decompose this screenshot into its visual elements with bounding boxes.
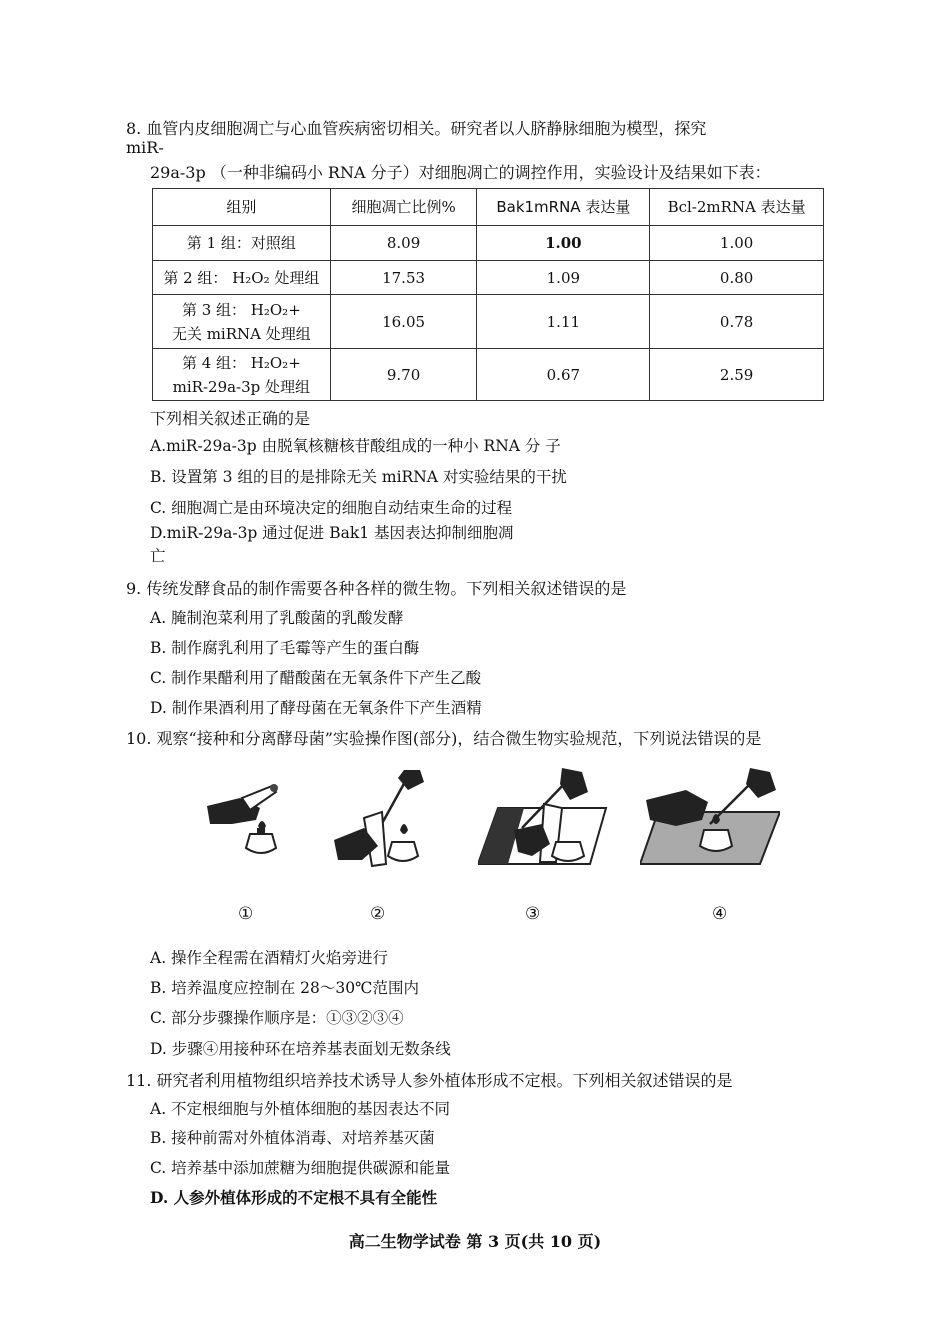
q8-prompt: 下列相关叙述正确的是 (150, 409, 311, 428)
q8-stem-line2: miR- (126, 138, 164, 157)
q8-option-b: B. 设置第 3 组的目的是排除无关 miRNA 对实验结果的干扰 (150, 468, 567, 486)
step4-streaking-illustration (640, 768, 780, 868)
q8-stem-line1: 8. 血管内皮细胞凋亡与心血管疾病密切相关。研究者以人脐静脉细胞为模型，探究 (126, 119, 707, 138)
table-row (153, 349, 824, 401)
row4-apoptosis: 9.70 (330, 349, 477, 401)
q8-stem-line3: 29a-3p （一种非编码小 RNA 分子）对细胞凋亡的调控作用，实验设计及结果如下表： (150, 163, 771, 182)
row2-bak1: 1.09 (477, 261, 650, 295)
figure-label-2: ② (370, 904, 386, 924)
header-group: 组别 (153, 189, 331, 226)
q9-option-b: B. 制作腐乳利用了毛霉等产生的蛋白酶 (150, 639, 420, 657)
step3-tube-over-plate-illustration (478, 768, 608, 868)
q8-option-a: A.miR-29a-3p 由脱氧核糖核苷酸组成的一种小 RNA 分 子 (150, 437, 561, 455)
row3-group-line2: 无关 miRNA 处理组 (171, 324, 311, 343)
q10-stem: 10. 观察“接种和分离酵母菌”实验操作图(部分)，结合微生物实验规范，下列说法错误的是 (126, 729, 762, 748)
q11-option-d: D. 人参外植体形成的不定根不具有全能性 (150, 1188, 438, 1207)
row3-group (153, 295, 331, 349)
row4-group (153, 349, 331, 401)
row1-apoptosis: 8.09 (330, 226, 477, 261)
row1-group: 第 1 组：对照组 (153, 226, 331, 261)
q8-results-table (152, 188, 824, 401)
step2-loop-in-tube-illustration (334, 768, 434, 878)
q9-option-a: A. 腌制泡菜利用了乳酸菌的乳酸发酵 (150, 609, 404, 627)
row4-group-line1: 第 4 组： H₂O₂+ (181, 353, 301, 372)
header-bcl2: Bcl-2mRNA 表达量 (650, 189, 824, 226)
row4-bcl2: 2.59 (650, 349, 824, 401)
row2-group: 第 2 组： H₂O₂ 处理组 (153, 261, 331, 295)
row2-bcl2: 0.80 (650, 261, 824, 295)
table-row (153, 226, 824, 261)
figure-label-4: ④ (712, 904, 728, 924)
q11-stem: 11. 研究者利用植物组织培养技术诱导人参外植体形成不定根。下列相关叙述错误的是 (126, 1071, 733, 1090)
row3-group-line1: 第 3 组： H₂O₂+ (181, 300, 301, 319)
q11-option-c: C. 培养基中添加蔗糖为细胞提供碳源和能量 (150, 1159, 451, 1177)
q9-option-d: D. 制作果酒利用了酵母菌在无氧条件下产生酒精 (150, 699, 482, 717)
step1-tube-flaming-illustration (202, 768, 292, 868)
row4-group-line2: miR-29a-3p 处理组 (172, 377, 311, 396)
header-bak1: Bak1mRNA 表达量 (477, 189, 650, 226)
q10-option-c: C. 部分步骤操作顺序是：①③②③④ (150, 1009, 404, 1027)
q9-stem: 9. 传统发酵食品的制作需要各种各样的微生物。下列相关叙述错误的是 (126, 579, 627, 598)
q10-option-b: B. 培养温度应控制在 28～30℃范围内 (150, 979, 419, 997)
header-apoptosis: 细胞凋亡比例% (330, 189, 477, 226)
row4-bak1: 0.67 (477, 349, 650, 401)
q10-option-d: D. 步骤④用接种环在培养基表面划无数条线 (150, 1040, 451, 1058)
table-row (153, 295, 824, 349)
q11-option-a: A. 不定根细胞与外植体细胞的基因表达不同 (150, 1100, 451, 1118)
figure-label-3: ③ (525, 904, 541, 924)
row1-bak1: 1.00 (477, 226, 650, 261)
row3-bak1: 1.11 (477, 295, 650, 349)
row3-apoptosis: 16.05 (330, 295, 477, 349)
row1-bcl2: 1.00 (650, 226, 824, 261)
q8-option-d-line2: 亡 (150, 547, 166, 565)
page-footer: 高二生物学试卷 第 3 页(共 10 页) (348, 1232, 602, 1251)
q10-option-a: A. 操作全程需在酒精灯火焰旁进行 (150, 949, 389, 967)
q9-option-c: C. 制作果醋利用了醋酸菌在无氧条件下产生乙酸 (150, 669, 482, 687)
q8-option-c: C. 细胞凋亡是由环境决定的细胞自动结束生命的过程 (150, 499, 513, 517)
q8-option-d-line1: D.miR-29a-3p 通过促进 Bak1 基因表达抑制细胞凋 (150, 524, 514, 542)
figure-label-1: ① (238, 904, 254, 924)
row3-bcl2: 0.78 (650, 295, 824, 349)
table-header-row (153, 189, 824, 226)
table-row (153, 261, 824, 295)
row2-apoptosis: 17.53 (330, 261, 477, 295)
q11-option-b: B. 接种前需对外植体消毒、对培养基灭菌 (150, 1129, 435, 1147)
